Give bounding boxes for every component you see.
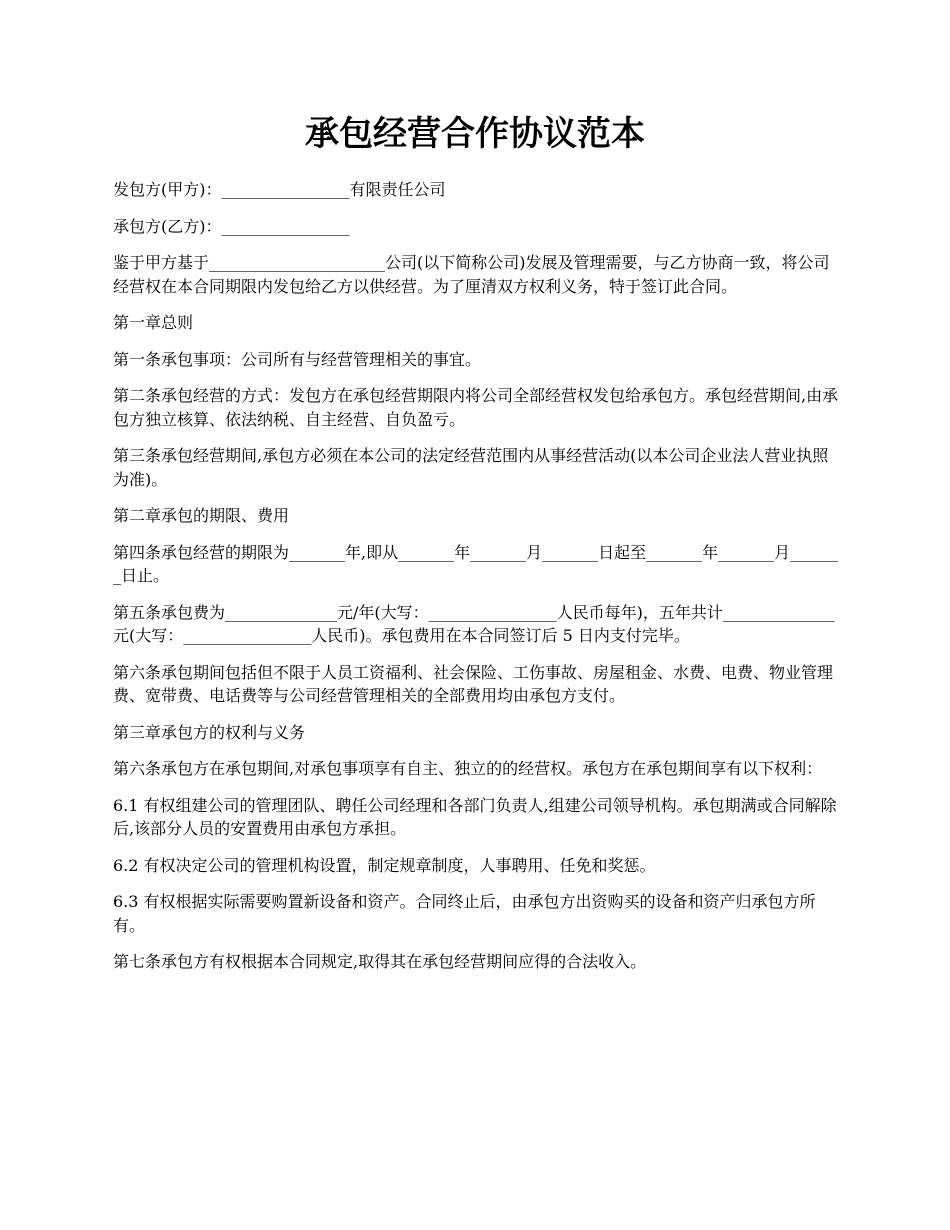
article-paragraph: 第四条承包经营的期限为_______年,即从_______年_______月_______日起至_______年_______月_______日止。 <box>113 542 839 585</box>
party-a-line: 发包方(甲方)：________________有限责任公司 <box>113 180 446 199</box>
article-paragraph: 第三条承包经营期间,承包方必须在本公司的法定经营范围内从事经营活动(以本公司企业法人营业执照为准)。 <box>113 446 829 489</box>
chapter-heading: 第一章总则 <box>113 313 194 332</box>
document-body <box>113 178 840 987</box>
chapter-heading: 第三章承包方的权利与义务 <box>113 722 306 742</box>
document-title: 承包经营合作协议范本 <box>305 114 645 154</box>
chapter-heading: 第二章承包的期限、费用 <box>113 506 290 525</box>
clause-paragraph: 6.3 有权根据实际需要购置新设备和资产。合同终止后，由承包方出资购买的设备和资产归承包方所有。 <box>113 892 816 935</box>
preamble-paragraph: 鉴于甲方基于______________________公司(以下简称公司)发展及管理需要，与乙方协商一致，将公司经营权在本合同期限内发包给乙方以供经营。为了厘清双方权利义务，特于签订此合同。 <box>113 253 830 296</box>
article-paragraph: 第六条承包期间包括但不限于人员工资福利、社会保险、工伤事故、房屋租金、水费、电费、物业管理费、宽带费、电话费等与公司经营管理相关的全部费用均由承包方支付。 <box>113 662 834 705</box>
party-b-line: 承包方(乙方)：________________ <box>113 216 350 236</box>
article-paragraph: 第二条承包经营的方式：发包方在承包经营期限内将公司全部经营权发包给承包方。承包经营期间,由承包方独立核算、依法纳税、自主经营、自负盈亏。 <box>113 386 839 429</box>
article-paragraph: 第七条承包方有权根据本合同规定,取得其在承包经营期间应得的合法收入。 <box>113 952 647 971</box>
article-paragraph: 第一条承包事项：公司所有与经营管理相关的事宜。 <box>113 349 482 369</box>
article-paragraph: 第六条承包方在承包期间,对承包事项享有自主、独立的的经营权。承包方在承包期间享有以下权利： <box>113 759 823 778</box>
article-paragraph: 第五条承包费为______________元/年(大写：________________人民币每年)，五年共计______________元(大写：________________人民币)。承包费用在本合同签订后 5 日内支付完毕。 <box>113 602 835 645</box>
clause-paragraph: 6.1 有权组建公司的管理团队、聘任公司经理和各部门负责人,组建公司领导机构。承包期满或合同解除后,该部分人员的安置费用由承包方承担。 <box>113 795 837 838</box>
clause-paragraph: 6.2 有权决定公司的管理机构设置，制定规章制度，人事聘用、任免和奖惩。 <box>113 855 656 875</box>
